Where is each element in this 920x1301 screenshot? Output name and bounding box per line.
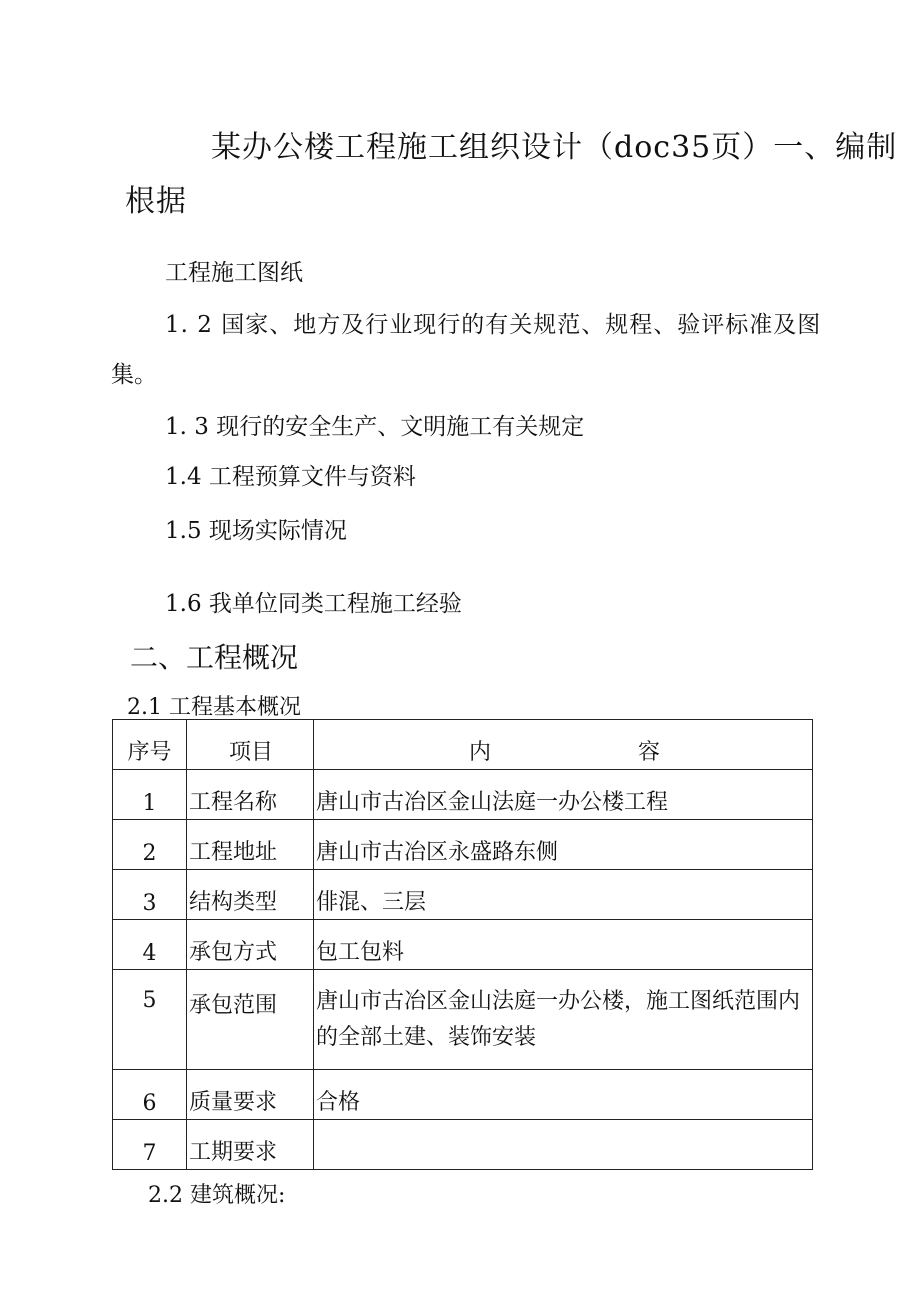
doc-title-line1: 某办公楼工程施工组织设计（doc35页）一、编制 xyxy=(211,130,898,165)
row-content: 包工包料 xyxy=(314,920,813,970)
row-item: 工期要求 xyxy=(187,1120,314,1170)
table-row xyxy=(113,970,813,1070)
table-row xyxy=(113,920,813,970)
row-no: 2 xyxy=(113,820,187,870)
header-content-b: 容 xyxy=(637,740,660,765)
subsection-2-1: 2.1 工程基本概况 xyxy=(127,695,301,720)
table-row xyxy=(113,1070,813,1120)
table-row xyxy=(113,820,813,870)
header-item: 项目 xyxy=(187,720,314,770)
header-no: 序号 xyxy=(113,720,187,770)
table-row xyxy=(113,870,813,920)
doc-title-line2: 根据 xyxy=(125,184,187,219)
row-item: 承包方式 xyxy=(187,920,314,970)
basis-item-1: 工程施工图纸 xyxy=(165,260,303,286)
row-no: 1 xyxy=(113,770,187,820)
row-no: 5 xyxy=(113,970,187,1070)
row-no: 3 xyxy=(113,870,187,920)
row-item: 质量要求 xyxy=(187,1070,314,1120)
basis-item-6: 1.6 我单位同类工程施工经验 xyxy=(165,591,462,617)
row-item: 结构类型 xyxy=(187,870,314,920)
row-item: 工程地址 xyxy=(187,820,314,870)
basis-item-2: 1. 2 国家、地方及行业现行的有关规范、规程、验评标准及图 xyxy=(165,312,822,338)
header-content-a: 内 xyxy=(469,740,492,765)
row-content: 俳混、三层 xyxy=(314,870,813,920)
row-content: 唐山市古冶区永盛路东侧 xyxy=(314,820,813,870)
row-item: 承包范围 xyxy=(187,970,314,1070)
section-2-heading: 二、工程概况 xyxy=(130,641,299,674)
header-content xyxy=(314,720,813,770)
row-no: 7 xyxy=(113,1120,187,1170)
basis-item-5: 1.5 现场实际情况 xyxy=(165,518,347,544)
row-no: 6 xyxy=(113,1070,187,1120)
table-row xyxy=(113,770,813,820)
row-item: 工程名称 xyxy=(187,770,314,820)
subsection-2-2: 2.2 建筑概况: xyxy=(148,1183,286,1208)
row-content: 合格 xyxy=(314,1070,813,1120)
basis-item-2-cont: 集。 xyxy=(111,362,157,388)
row-content xyxy=(314,1120,813,1170)
row-content: 唐山市古冶区金山法庭一办公楼，施工图纸范围内的全部土建、装饰安装 xyxy=(314,970,813,1070)
row-no: 4 xyxy=(113,920,187,970)
basis-item-4: 1.4 工程预算文件与资料 xyxy=(165,464,416,490)
table-row xyxy=(113,1120,813,1170)
table-header-row xyxy=(113,720,813,770)
row-content: 唐山市古冶区金山法庭一办公楼工程 xyxy=(314,770,813,820)
basis-item-3: 1. 3 现行的安全生产、文明施工有关规定 xyxy=(165,414,585,440)
overview-table xyxy=(112,719,813,1170)
